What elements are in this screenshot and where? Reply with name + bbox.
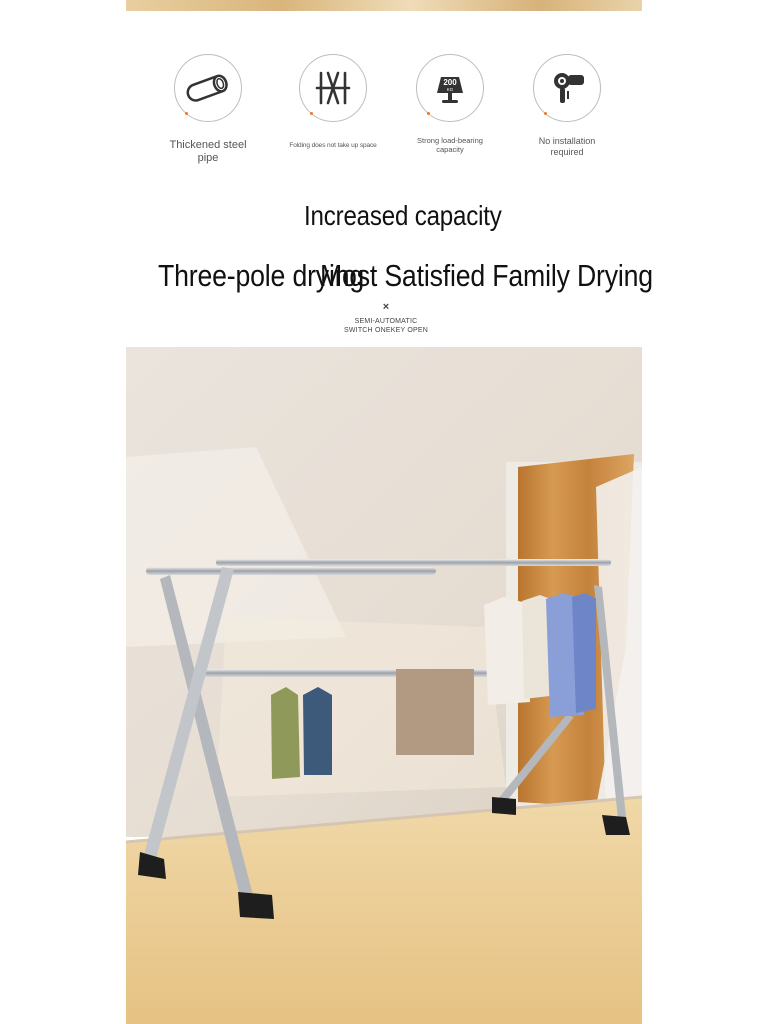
folding-rack-icon bbox=[299, 54, 367, 122]
switch-note-line2: SWITCH ONEKEY OPEN bbox=[344, 327, 428, 334]
shirt-green bbox=[271, 687, 300, 779]
close-x-icon: × bbox=[382, 301, 390, 313]
feature-steel-pipe bbox=[158, 54, 258, 165]
top-banner-strip bbox=[126, 0, 642, 11]
weight-badge-value: 200 bbox=[443, 78, 457, 87]
feature-load-bearing bbox=[400, 54, 500, 154]
product-photo bbox=[126, 347, 642, 1024]
heading-most-satisfied: Most Satisfied Family Drying bbox=[320, 258, 653, 293]
switch-note-line1: SEMI-AUTOMATIC bbox=[354, 318, 418, 325]
weight-200kg-icon bbox=[416, 54, 484, 122]
rack-foot bbox=[238, 892, 274, 919]
heading-increased-capacity: Increased capacity bbox=[304, 200, 502, 231]
towel bbox=[396, 669, 474, 755]
feature-label: No installation required bbox=[538, 136, 596, 157]
rack-top-rail-front bbox=[146, 567, 436, 575]
shirt-blue bbox=[303, 687, 332, 775]
heading-three-pole-drying: Three-pole drying bbox=[158, 258, 365, 293]
weight-badge-unit: KG bbox=[446, 87, 454, 92]
rack-foot bbox=[492, 797, 516, 815]
rack-foot bbox=[602, 815, 630, 835]
steel-pipe-icon bbox=[174, 54, 242, 122]
shirt-blue-dark bbox=[572, 593, 596, 713]
feature-label: Strong load-bearing capacity bbox=[417, 136, 483, 154]
rack-top-rail-back bbox=[216, 559, 611, 566]
feature-folding bbox=[283, 54, 383, 150]
feature-label: Thickened steel pipe bbox=[169, 139, 247, 165]
feature-label: Folding does not take up space bbox=[289, 142, 377, 149]
feature-no-installation bbox=[517, 54, 617, 158]
hair-dryer-icon bbox=[533, 54, 601, 122]
